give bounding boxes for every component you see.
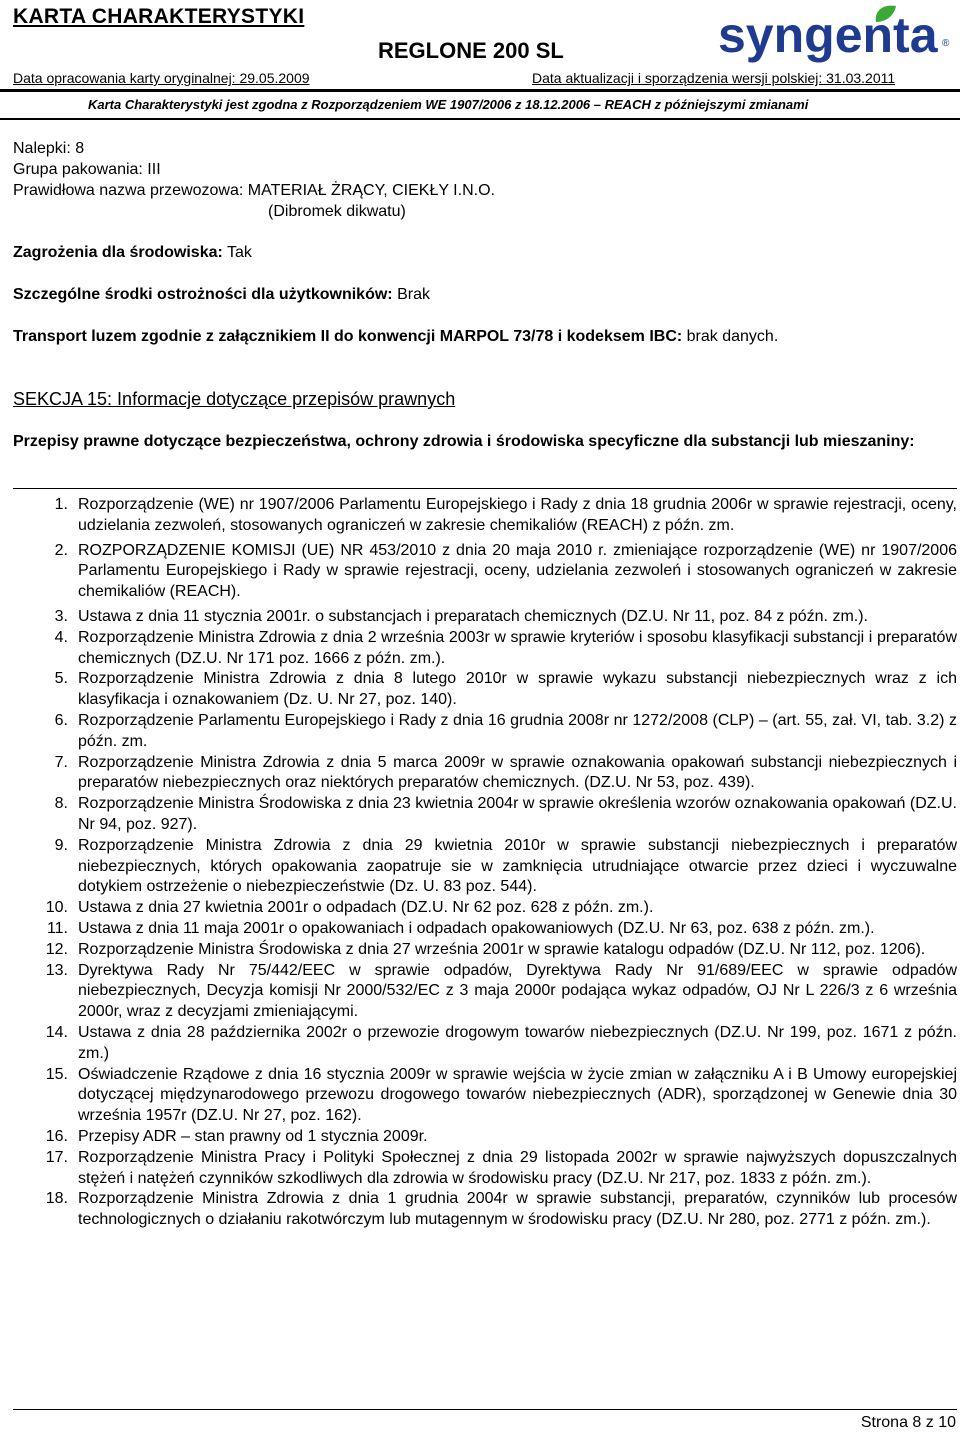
regulation-item: 17. Rozporządzenie Ministra Pracy i Polityki Społecznej z dnia 29 listopada 2002r w sprawie najwyższych dopuszczalnych stężeń i natężeń czynników szkodliwych dla zdrowia w środowisku pracy (DZ.U. Nr 217, poz. 1833 z późn. zm.). [45,1148,957,1187]
regulation-item: 10. Ustawa z dnia 27 kwietnia 2001r o odpadach (DZ.U. Nr 62 poz. 628 z późn. zm.). [45,899,654,917]
regulation-item: 15. Oświadczenie Rządowe z dnia 16 stycznia 2009r w sprawie wejścia w życie zmian w załączniku A i B Umowy europejskiej dotyczącej międzynarodowego przewozu drogowego towarów niebezpiecznych (ADR), sporządzonej w Genewie dnia 30 września 1957r (DZ.U. Nr 27, poz. 162). [45,1065,957,1125]
regulation-item: 9. Rozporządzenie Ministra Zdrowia z dnia 29 kwietnia 2010r w sprawie substancji niebezpiecznych i preparatów niebezpiecznych, których opakowania zaopatruje sie w zamknięcia utrudniające otwarcie przez dzieci i wyczuwalne dotykiem ostrzeżenie o niebezpieczeństwie (Dz. U. 83 poz. 544). [54,836,957,896]
shipping-name-detail: (Dibromek dikwatu) [268,203,406,220]
document-title: KARTA CHARAKTERYSTYKI [13,5,305,28]
precautions-label: Szczególne środki ostrożności dla użytkowników: [13,286,393,303]
regulation-item: 3. Ustawa z dnia 11 stycznia 2001r. o substancjach i preparatach chemicznych (DZ.U. Nr 11, poz. 84 z późn. zm.). [54,607,868,625]
env-hazard-label: Zagrożenia dla środowiska: [13,244,223,261]
regulation-item: 13. Dyrektywa Rady Nr 75/442/EEC w sprawie odpadów, Dyrektywa Rady Nr 91/689/EEC w sprawie odpadów niebezpiecznych, Decyzja komisji Nr 2000/532/EC z 3 maja 2000r podająca wykaz odpadów, OJ Nr L 226/3 z 6 września 2000r, wraz z decyzjami zmieniającymi. [45,961,957,1021]
page-number: Strona 8 z 10 [860,1414,956,1431]
header-divider [0,89,960,92]
compliance-note: Karta Charakterystyki jest zgodna z Rozporządzeniem WE 1907/2006 z 18.12.2006 – REACH z późniejszymi zmianami [88,97,809,112]
env-hazard-value: Tak [222,244,252,261]
bulk-transport-label: Transport luzem zgodnie z załącznikiem II do konwencji MARPOL 73/78 i kodeksem IBC: [13,328,683,345]
regulation-item: 7. Rozporządzenie Ministra Zdrowia z dnia 5 marca 2009r w sprawie oznakowania opakowań substancji niebezpiecznych i preparatów niebezpiecznych oraz niektórych preparatów chemicznych. (DZ.U. Nr 53, poz. 439). [54,753,957,792]
labels-line: Nalepki: 8 [13,140,85,157]
regulation-item: 16. Przepisy ADR – stan prawny od 1 stycznia 2009r. [45,1127,428,1145]
brand-wordmark: syngenta [718,7,938,63]
regulation-item: 12. Rozporządzenie Ministra Środowiska z dnia 27 września 2001r w sprawie katalogu odpadów (DZ.U. Nr 112, poz. 1206). [45,940,926,958]
env-hazard-line [13,243,252,263]
regulation-item: 4. Rozporządzenie Ministra Zdrowia z dnia 2 września 2003r w sprawie kryteriów i sposobu klasyfikacji substancji i preparatów chemicznych (DZ.U. Nr 171 poz. 1666 z późn. zm.). [54,628,957,667]
shipping-name-line: Prawidłowa nazwa przewozowa: MATERIAŁ ŻRĄCY, CIEKŁY I.N.O. [13,182,495,199]
regulation-item: 8. Rozporządzenie Ministra Środowiska z dnia 23 kwietnia 2004r w sprawie określenia wzorów oznakowania opakowań (DZ.U. Nr 94, poz. 927). [54,795,957,833]
regulation-item: 18. Rozporządzenie Ministra Zdrowia z dnia 1 grudnia 2004r w sprawie substancji, preparatów, czynników lub procesów technologicznych o działaniu rakotwórczym lub mutagennym w środowisku pracy (DZ.U. Nr 280, poz. 2771 z późn. zm.). [45,1190,957,1229]
updated-date: Data aktualizacji i sporządzenia wersji polskiej: 31.03.2011 [532,70,896,86]
syngenta-logo [716,2,956,64]
section-heading: SEKCJA 15: Informacje dotyczące przepisów prawnych [13,389,456,409]
regulation-item: 14. Ustawa z dnia 28 października 2002r o przewozie drogowym towarów niebezpiecznych (DZ.U. Nr 199, poz. 1671 z późn. zm.) [45,1023,957,1062]
bulk-transport-line [13,327,778,347]
svg-text:®: ® [942,38,950,49]
bulk-transport-value: brak danych. [682,328,779,345]
regulations-list [0,495,957,1231]
footer-divider [13,1409,957,1410]
header-divider-bottom [0,118,960,120]
product-name: REGLONE 200 SL [378,38,564,63]
regulation-item: 2. ROZPORZĄDZENIE KOMISJI (UE) NR 453/2010 z dnia 20 maja 2010 r. zmieniające rozporządzenie (WE) nr 1907/2006 Parlamentu Europejskiego i Rady w sprawie rejestracji, oceny, udzielania zezwoleń i stosowanych ograniczeń w zakresie chemikaliów (REACH). [54,541,957,601]
regulation-item: 1. Rozporządzenie (WE) nr 1907/2006 Parlamentu Europejskiego i Rady z dnia 18 grudnia 2006r w sprawie rejestracji, oceny, udzielania zezwoleń, stosowanych ograniczeń w zakresie chemikaliów (REACH) z późn. zm. [54,496,957,534]
precautions-value: Brak [392,286,430,303]
regulations-intro: Przepisy prawne dotyczące bezpieczeństwa, ochrony zdrowia i środowiska specyficzne dla substancji lub mieszaniny: [13,433,915,450]
section-divider [13,488,957,489]
regulation-item: 6. Rozporządzenie Parlamentu Europejskiego i Rady z dnia 16 grudnia 2008r nr 1272/2008 (CLP) – (art. 55, zał. VI, tab. 3.2) z późn. zm. [54,711,957,750]
regulation-item: 11. Ustawa z dnia 11 maja 2001r o opakowaniach i odpadach opakowaniowych (DZ.U. Nr 63, poz. 638 z późn. zm.). [46,919,875,937]
original-date: Data opracowania karty oryginalnej: 29.05.2009 [13,70,310,86]
regulation-item: 5. Rozporządzenie Ministra Zdrowia z dnia 8 lutego 2010r w sprawie wykazu substancji niebezpiecznych wraz z ich klasyfikacja i oznakowaniem (Dz. U. Nr 27, poz. 140). [54,670,957,709]
precautions-line [13,285,430,305]
packing-group-line: Grupa pakowania: III [13,161,161,178]
